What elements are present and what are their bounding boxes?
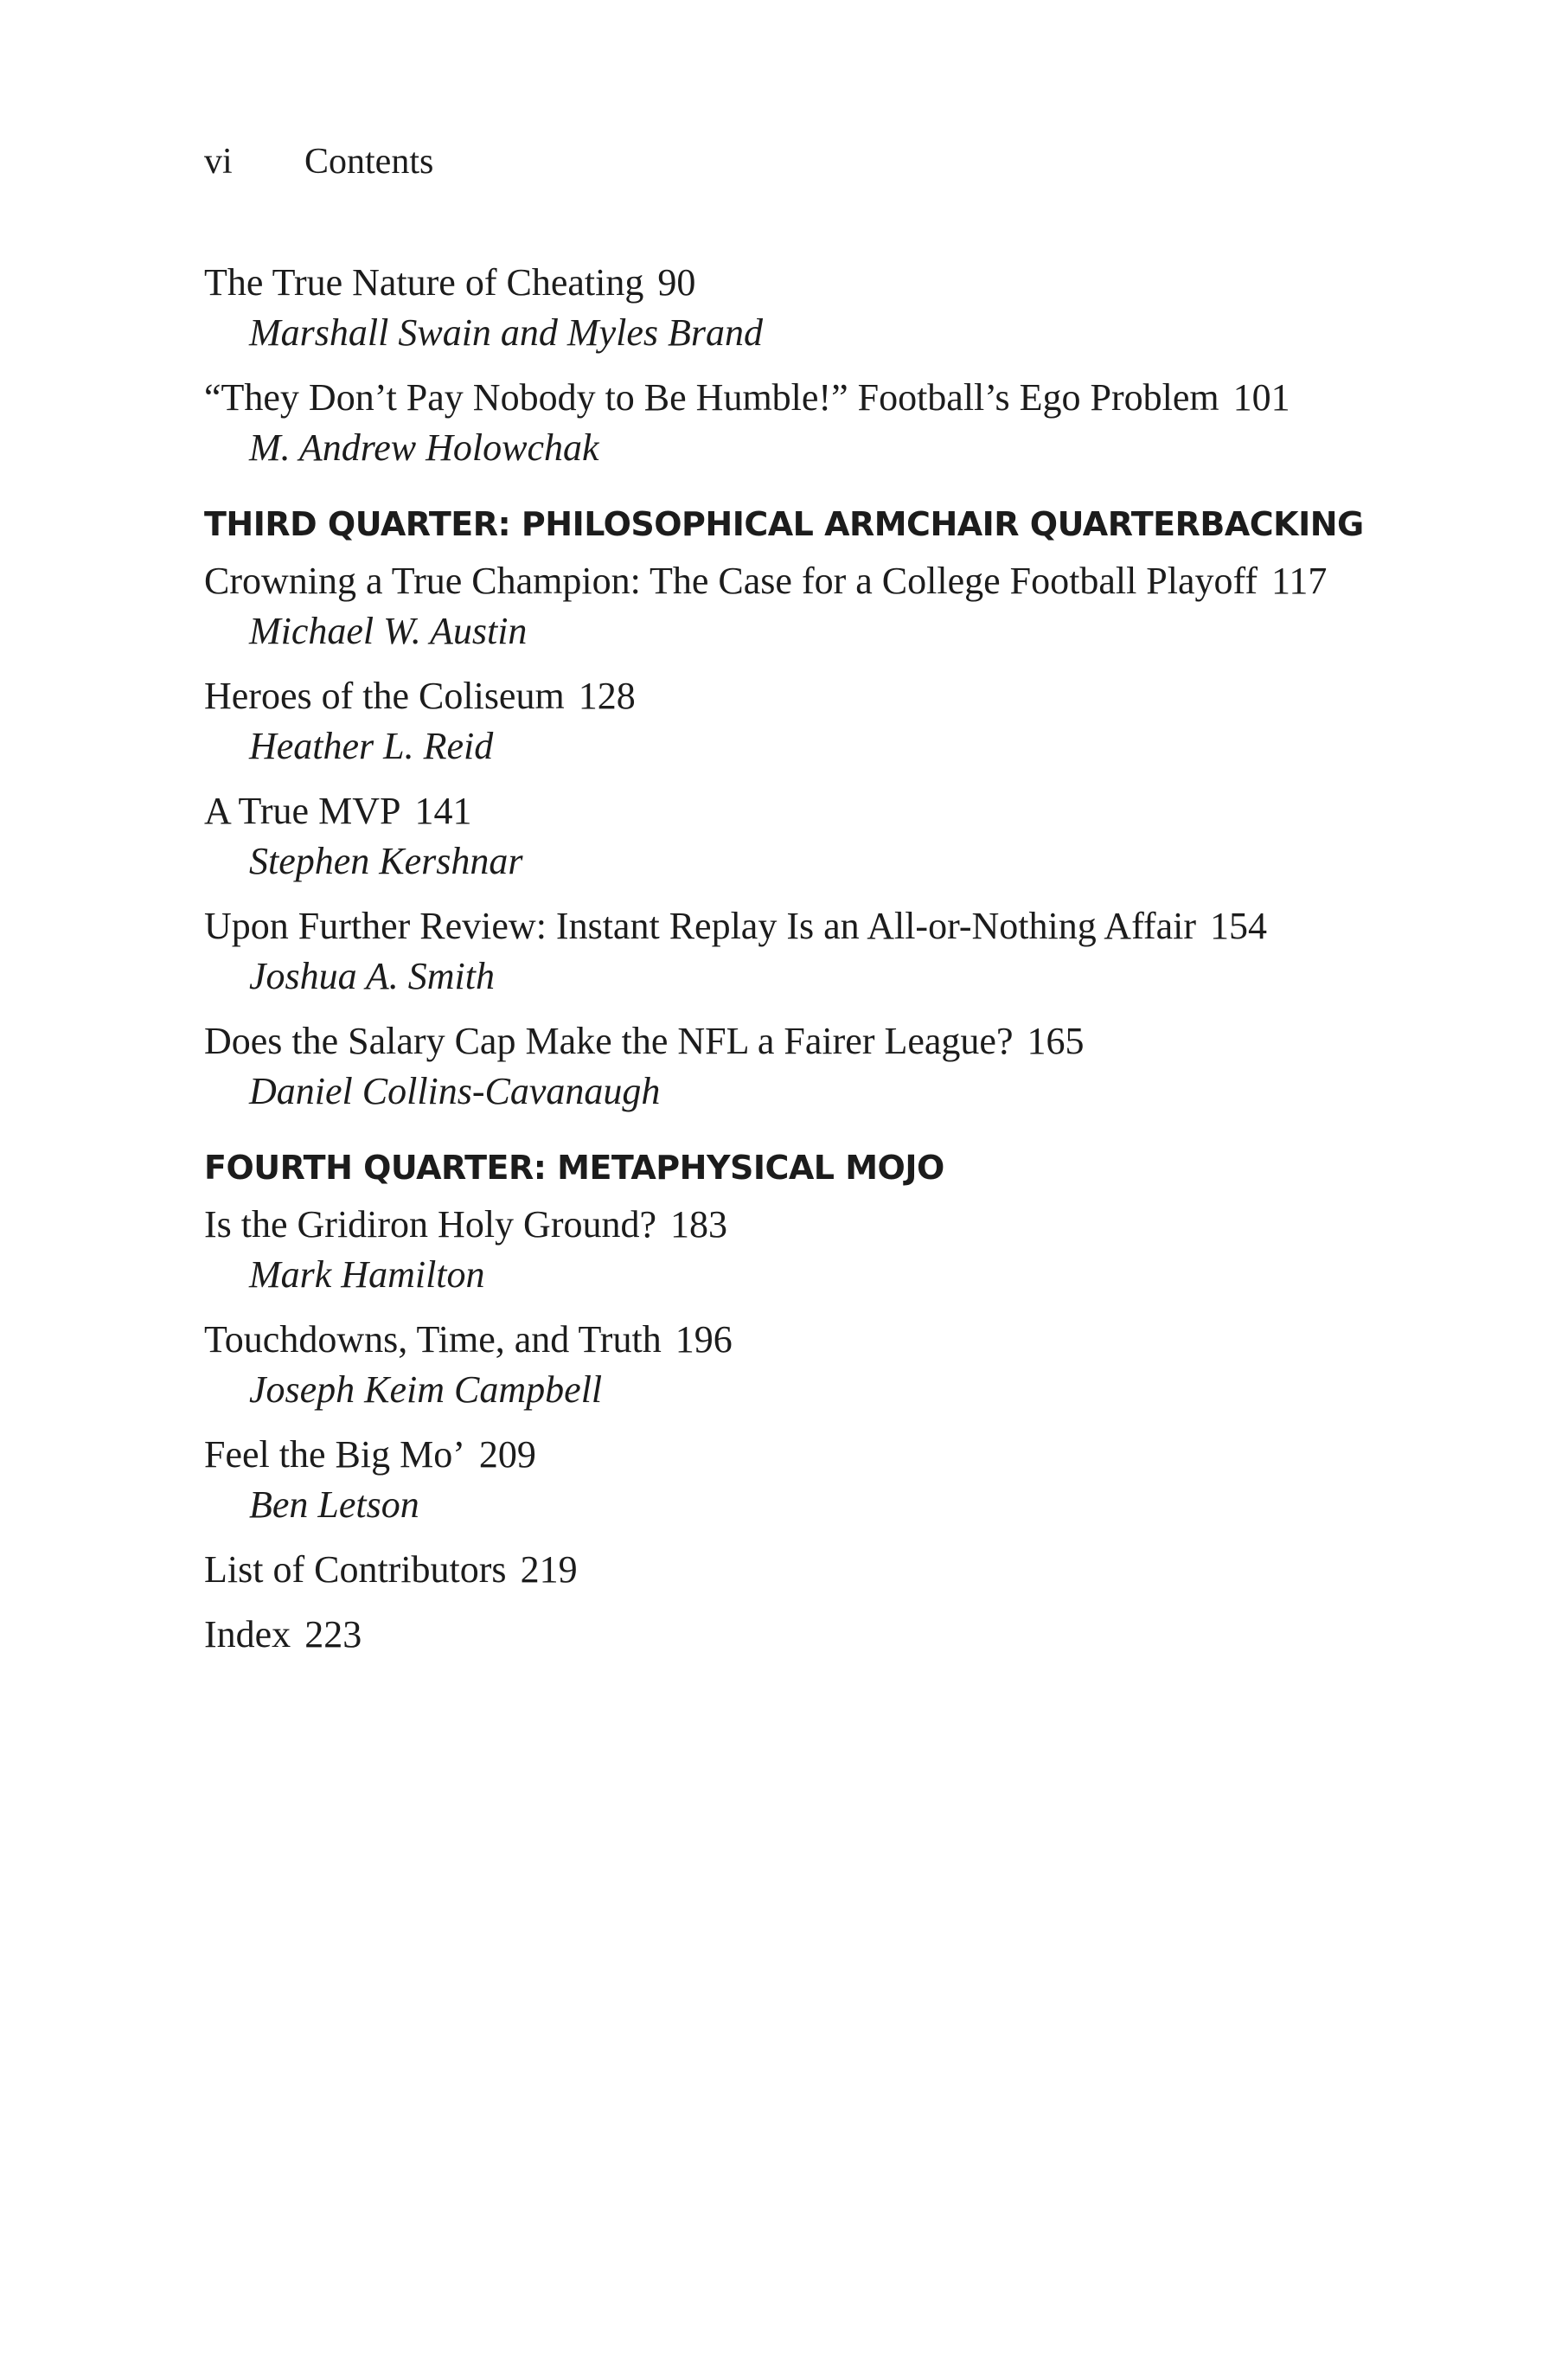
toc-entry-author: Heather L. Reid (249, 725, 494, 767)
page-folio: vi (204, 142, 233, 182)
toc-entry-title-text: Upon Further Review: Instant Replay Is an All-or-Nothing Affair (204, 905, 1196, 947)
toc-entry-title (204, 556, 1415, 606)
section-heading: THIRD QUARTER: PHILOSOPHICAL ARMCHAIR QUARTERBACKING (204, 505, 1364, 543)
toc-entry (204, 1315, 1415, 1415)
running-head-title: Contents (304, 142, 434, 182)
toc-entry-page-number: 141 (414, 790, 472, 832)
toc-entry (204, 258, 1415, 358)
toc-entry-author: Marshall Swain and Myles Brand (249, 311, 763, 354)
toc-entry-title (204, 1545, 1415, 1595)
toc-entry-page-number: 209 (478, 1433, 536, 1476)
toc-entry-page-number: 101 (1232, 376, 1290, 419)
toc-entry-page-number: 219 (520, 1548, 578, 1591)
toc-entry-author: M. Andrew Holowchak (249, 426, 599, 469)
toc-entry-title-text: Does the Salary Cap Make the NFL a Fairer League? (204, 1020, 1014, 1062)
toc-entry (204, 1545, 1415, 1595)
toc-entry-title: The True Nature of Cheating 90 (204, 261, 696, 304)
toc-entry-title-text: Crowning a True Champion: The Case for a College Football Playoff (204, 560, 1258, 602)
toc-entry (204, 901, 1415, 1002)
running-head (204, 144, 433, 180)
toc-entry (204, 671, 1415, 772)
section-heading: FOURTH QUARTER: METAPHYSICAL MOJO (204, 1149, 944, 1187)
toc-entry-title-text: List of Contributors (204, 1548, 507, 1591)
toc-entry-title-text: Index (204, 1613, 291, 1656)
toc-entry-author: Michael W. Austin (249, 610, 528, 652)
toc-entry-page-number: 223 (304, 1613, 362, 1656)
toc-entry-title (204, 1315, 1415, 1365)
toc-entry-title (204, 1016, 1415, 1066)
toc-entry-author: Mark Hamilton (249, 1253, 485, 1296)
toc-entry-title (204, 901, 1415, 951)
toc-entry (204, 373, 1415, 473)
toc-entry-title-text: A True MVP (204, 790, 401, 832)
toc-entry-title (204, 671, 1415, 721)
toc-entry-title-text: Is the Gridiron Holy Ground? (204, 1203, 657, 1246)
toc-entry-page-number: 154 (1210, 905, 1267, 947)
toc-entry-title-text: Heroes of the Coliseum (204, 675, 565, 717)
toc-entry-author: Ben Letson (249, 1483, 419, 1526)
toc-entry (204, 1016, 1415, 1117)
toc-entry-author: Stephen Kershnar (249, 840, 523, 882)
toc-entry-page-number: 128 (578, 675, 636, 717)
toc-entry-title-text: The True Nature of Cheating (204, 261, 644, 304)
toc-entry-title (204, 1610, 1415, 1660)
toc-entry-author: Joshua A. Smith (249, 955, 495, 997)
toc-entry-title-text: Feel the Big Mo’ (204, 1433, 465, 1476)
toc-entry-author: Daniel Collins-Cavanaugh (249, 1070, 661, 1112)
toc-entry-title-text: Touchdowns, Time, and Truth (204, 1318, 662, 1361)
toc-entry-page-number: 165 (1027, 1020, 1085, 1062)
toc-entry-title (204, 786, 1415, 836)
toc-entry-title (204, 1430, 1415, 1480)
table-of-contents (204, 258, 1415, 1675)
toc-entry-page-number: 117 (1271, 560, 1328, 602)
toc-entry-page-number: 196 (675, 1318, 733, 1361)
toc-entry-title (204, 373, 1415, 423)
toc-entry-title-text: “They Don’t Pay Nobody to Be Humble!” Football’s Ego Problem (204, 376, 1219, 419)
toc-entry (204, 1430, 1415, 1530)
toc-entry-title (204, 1200, 1415, 1250)
toc-entry (204, 1200, 1415, 1300)
toc-entry (204, 786, 1415, 887)
toc-entry-author: Joseph Keim Campbell (249, 1368, 603, 1411)
toc-entry (204, 556, 1415, 657)
toc-entry (204, 1610, 1415, 1660)
toc-entry-page-number: 183 (670, 1203, 728, 1246)
